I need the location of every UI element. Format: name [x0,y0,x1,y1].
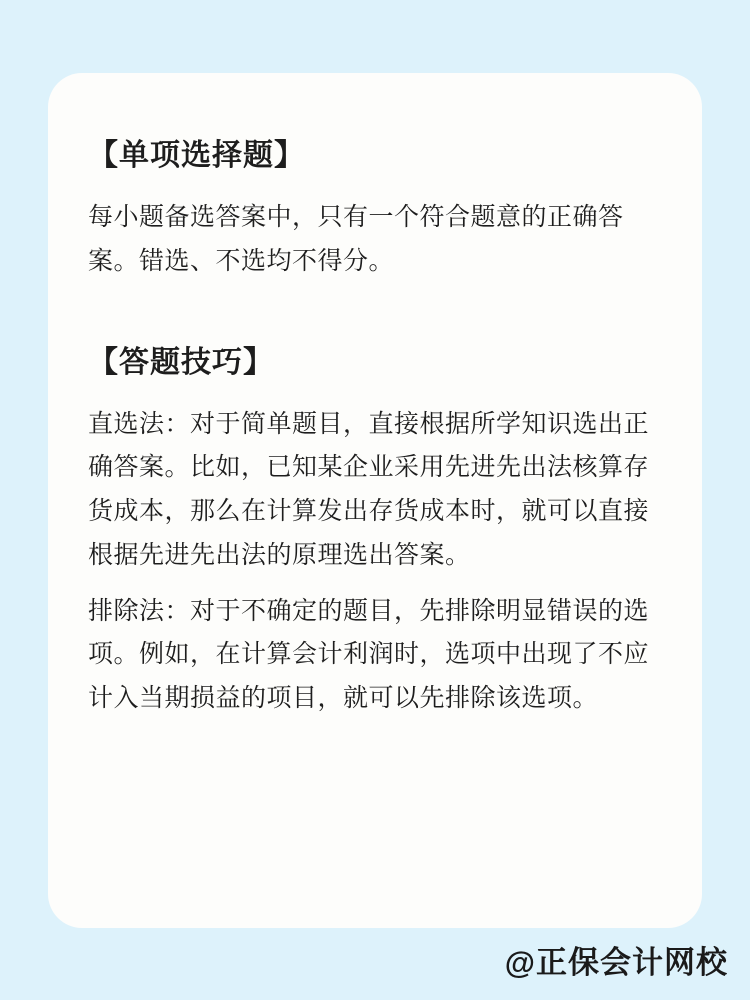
section-one-title: 【单项选择题】 [88,139,305,172]
section-two-paragraph-2: 排除法：对于不确定的题目，先排除明显错误的选项。例如，在计算会计利润时，选项中出现了不应计入当期损益的项目，就可以先排除该选项。 [88,596,650,712]
section-two-paragraph-1: 直选法：对于简单题目，直接根据所学知识选出正确答案。比如，已知某企业采用先进先出法核算存货成本，那么在计算发出存货成本时，就可以直接根据先进先出法的原理选出答案。 [88,409,650,569]
section-two-title: 【答题技巧】 [88,345,274,379]
section-one-body: 每小题备选答案中，只有一个符合题意的正确答案。错选、不选均不得分。 [88,203,624,275]
content-card [48,73,702,928]
watermark-label: @正保会计网校 [504,945,728,980]
